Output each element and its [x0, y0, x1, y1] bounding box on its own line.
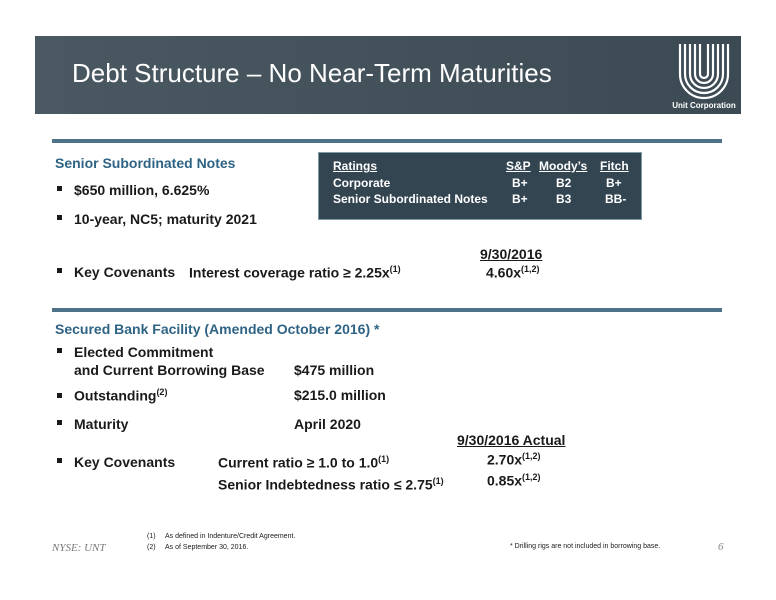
covenant-date-header: 9/30/2016	[480, 246, 543, 262]
footnote-2-number: (2)	[147, 544, 156, 551]
current-ratio-covenant	[218, 454, 389, 471]
bullet-icon	[57, 420, 62, 425]
moodys-header: Moody’s	[539, 159, 588, 173]
footnote-1: As defined in Indenture/Credit Agreement.	[165, 533, 296, 540]
corporate-row-label: Corporate	[333, 176, 391, 190]
ratings-header: Ratings	[333, 159, 378, 173]
current-ratio-text: Current ratio ≥ 1.0 to 1.0	[218, 454, 379, 471]
page-title: Debt Structure – No Near-Term Maturities	[72, 58, 552, 88]
senior-notes-term: 10-year, NC5; maturity 2021	[74, 211, 257, 227]
senior-notes-heading: Senior Subordinated Notes	[55, 155, 236, 171]
interest-coverage-text: Interest coverage ratio ≥ 2.25x	[189, 264, 390, 281]
footnote-ref: (1,2)	[522, 472, 541, 482]
senior-indebtedness-value	[487, 472, 541, 489]
footnote-1-number: (1)	[147, 533, 156, 540]
outstanding-label	[74, 387, 167, 404]
notes-fitch-rating: BB-	[605, 192, 627, 206]
bank-facility-heading: Secured Bank Facility (Amended October 2016) *	[55, 321, 380, 337]
corporate-moodys-rating: B2	[556, 176, 572, 190]
ratings-table	[318, 152, 642, 220]
current-ratio-value	[487, 451, 541, 468]
bullet-icon	[57, 393, 62, 398]
outstanding-text: Outstanding	[74, 387, 157, 404]
senior-indebtedness-number: 0.85x	[487, 472, 523, 489]
footnote-ref: (1,2)	[522, 451, 541, 461]
footnote-ref: (1,2)	[521, 264, 540, 274]
interest-coverage-number: 4.60x	[486, 264, 522, 281]
borrowing-base-label: and Current Borrowing Base	[74, 362, 265, 378]
section-divider	[52, 308, 722, 312]
bullet-icon	[57, 186, 62, 191]
borrowing-base-value: $475 million	[294, 362, 375, 378]
page-number: 6	[718, 541, 724, 553]
footnote-ref: (1)	[378, 454, 390, 464]
corporate-fitch-rating: B+	[606, 176, 622, 190]
interest-coverage-value	[486, 264, 540, 281]
footnote-ref: (1)	[389, 264, 401, 274]
notes-row-label: Senior Subordinated Notes	[333, 192, 488, 206]
ticker-label: NYSE: UNT	[52, 542, 106, 554]
senior-indebtedness-covenant	[218, 476, 444, 493]
footnote-ref: (2)	[156, 387, 168, 397]
bullet-icon	[57, 268, 62, 273]
current-ratio-number: 2.70x	[487, 451, 523, 468]
bullet-icon	[57, 458, 62, 463]
footnote-2: As of September 30, 2016.	[165, 544, 249, 551]
sp-header: S&P	[506, 159, 531, 173]
logo-text: Unit Corporation	[672, 101, 736, 110]
maturity-label: Maturity	[74, 416, 129, 432]
senior-notes-amount: $650 million, 6.625%	[74, 182, 210, 198]
notes-sp-rating: B+	[512, 192, 528, 206]
key-covenants-label: Key Covenants	[74, 264, 176, 280]
section-divider	[52, 139, 722, 143]
corporate-sp-rating: B+	[512, 176, 528, 190]
maturity-value: April 2020	[294, 416, 361, 432]
drilling-rigs-note: * Drilling rigs are not included in borrowing base.	[510, 543, 661, 550]
senior-indebtedness-text: Senior Indebtedness ratio ≤ 2.75	[218, 476, 433, 493]
bullet-icon	[57, 348, 62, 353]
notes-moodys-rating: B3	[556, 192, 572, 206]
interest-coverage-covenant	[189, 264, 401, 281]
actual-date-header: 9/30/2016 Actual	[457, 432, 566, 448]
footnote-ref: (1)	[432, 476, 444, 486]
bank-covenants-label: Key Covenants	[74, 454, 176, 470]
elected-commitment-label: Elected Commitment	[74, 344, 214, 360]
fitch-header: Fitch	[600, 159, 629, 173]
bullet-icon	[57, 215, 62, 220]
outstanding-value: $215.0 million	[294, 387, 386, 403]
